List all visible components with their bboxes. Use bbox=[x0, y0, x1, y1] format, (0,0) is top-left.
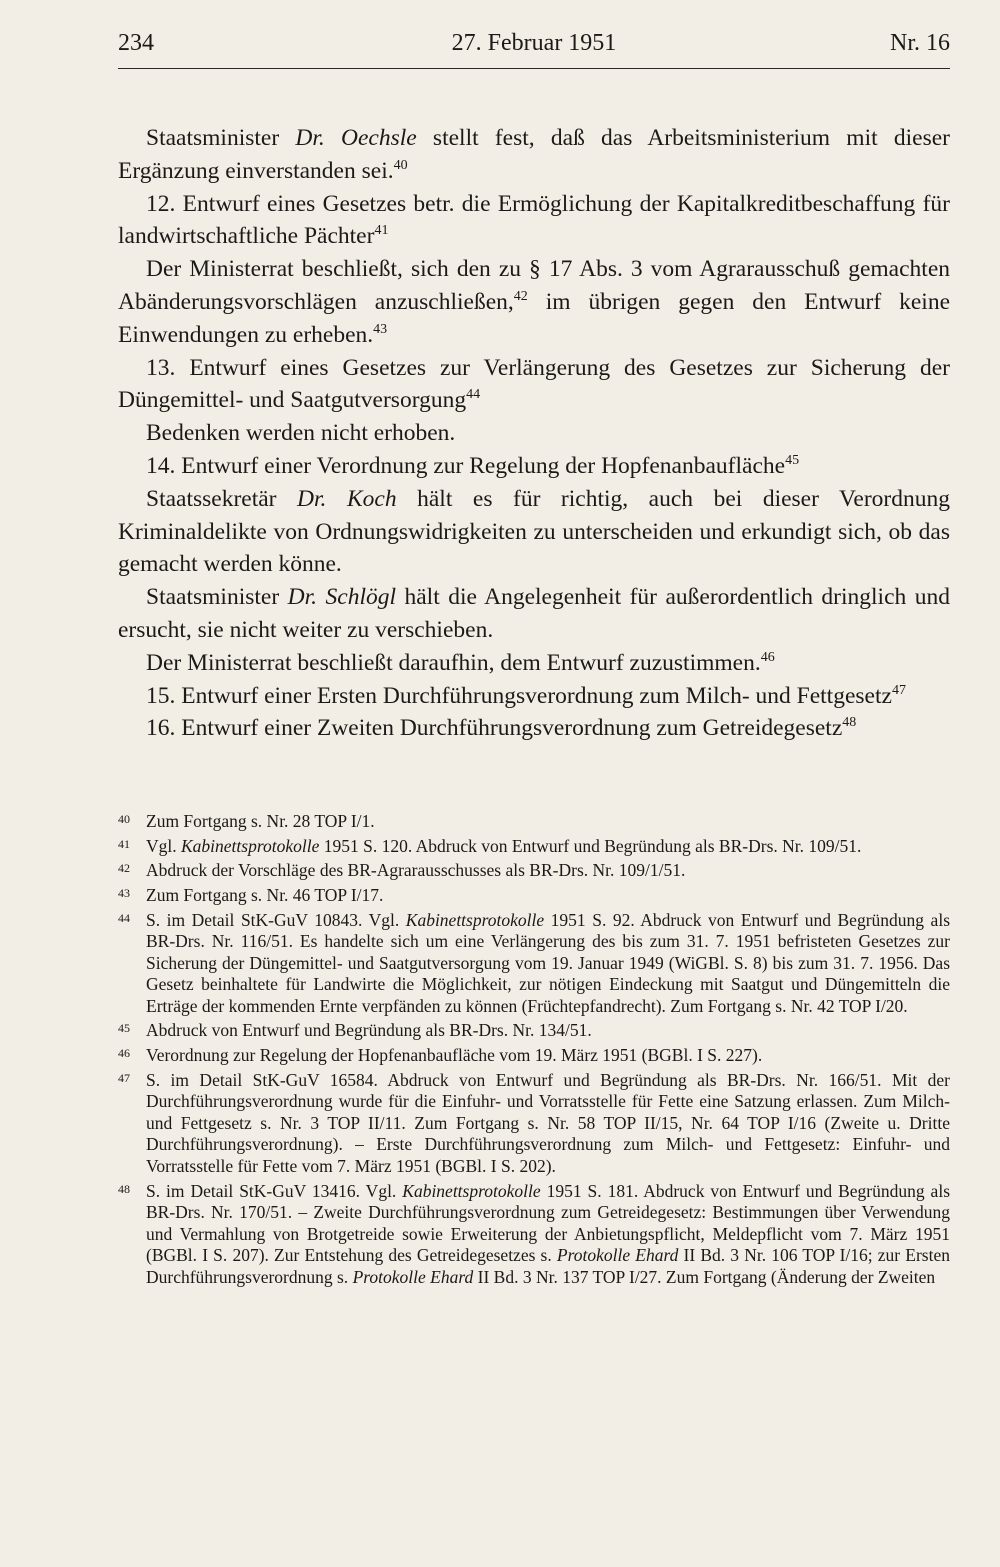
header-date: 27. Februar 1951 bbox=[451, 30, 617, 56]
footnote-text bbox=[146, 836, 950, 858]
footnote-number: 45 bbox=[118, 1021, 130, 1036]
footnote-text bbox=[146, 860, 950, 882]
footnote-42 bbox=[118, 860, 950, 882]
footnote-ref[interactable]: 41 bbox=[374, 223, 389, 239]
text-span: hält es für richtig, auch bei dieser Verordnung Kriminaldelikte von Ordnungswidrigkeiten zu unterscheiden und erkundigt sich, ob das gemacht werden könne. bbox=[118, 485, 950, 578]
text-span: S. im Detail StK-GuV 16584. Abdruck von Entwurf und Begründung als BR-Drs. Nr. 166/51. Mit der Durchführungsverordnung wurde für die Einfuhr- und Vorratsstelle für Fette eine Satzung erlassen. Zum Milch- und Fettgesetz s. Nr. 3 TOP II/11. Zum Fortgang s. Nr. 58 TOP II/15, Nr. 64 TOP I/16 (Zweite u. Dritte Durchführungsverordnung). – Erste Durchführungsverordnung zum Milch- und Fettgesetz: Einfuhr- und Vorratsstelle für Fette vom 7. März 1951 (BGBl. I S. 202). bbox=[146, 1069, 950, 1177]
footnote-41 bbox=[118, 836, 950, 858]
speaker-name: Dr. Schlögl bbox=[287, 584, 396, 611]
paragraph-schloegl bbox=[118, 581, 950, 647]
source-title: Kabinettsprotokolle bbox=[181, 835, 320, 856]
header-rule bbox=[118, 68, 950, 69]
footnote-ref[interactable]: 46 bbox=[760, 649, 775, 665]
footnote-ref[interactable]: 40 bbox=[393, 157, 408, 173]
footnote-ref[interactable]: 43 bbox=[373, 321, 388, 337]
text-span: S. im Detail StK-GuV 10843. Vgl. bbox=[146, 909, 406, 930]
issue-number: Nr. 16 bbox=[890, 30, 950, 56]
text-span: 15. Entwurf einer Ersten Durchführungsverordnung zum Milch- und Fettgesetz bbox=[146, 682, 892, 709]
text-span: Staatsminister bbox=[146, 584, 288, 611]
footnote-text bbox=[146, 811, 950, 833]
footnote-number: 44 bbox=[118, 910, 130, 925]
footnote-text bbox=[146, 1181, 950, 1289]
text-span: 14. Entwurf einer Verordnung zur Regelung der Hopfenanbaufläche bbox=[146, 452, 786, 479]
text-span: hält die Angelegenheit für außerordentlich dringlich und ersucht, sie nicht weiter zu verschieben. bbox=[118, 584, 951, 643]
footnote-number: 40 bbox=[118, 812, 130, 827]
paragraph-bedenken bbox=[118, 417, 950, 450]
footnote-number: 43 bbox=[118, 885, 130, 900]
text-span: 1951 S. 120. Abdruck von Entwurf und Begründung als BR-Drs. Nr. 109/51. bbox=[319, 835, 862, 856]
footnotes bbox=[118, 811, 950, 1288]
text-span: Zum Fortgang s. Nr. 28 TOP I/1. bbox=[146, 811, 375, 832]
source-title: Protokolle Ehard bbox=[352, 1267, 474, 1288]
page-number: 234 bbox=[118, 30, 154, 56]
footnote-number: 41 bbox=[118, 836, 130, 851]
footnote-text bbox=[146, 1045, 950, 1067]
body-text bbox=[118, 122, 950, 745]
footnote-ref[interactable]: 48 bbox=[842, 715, 857, 731]
text-span: Staatssekretär bbox=[146, 485, 298, 512]
agenda-item-15 bbox=[118, 680, 950, 713]
text-span: 12. Entwurf eines Gesetzes betr. die Ermöglichung der Kapitalkreditbeschaffung für landwirtschaftliche Pächter bbox=[118, 190, 950, 250]
text-span: II Bd. 3 Nr. 137 TOP I/27. Zum Fortgang (Änderung der Zweiten bbox=[473, 1267, 936, 1288]
text-span: II Bd. 3 Nr. 106 TOP I/16; zur Ersten Durchführungsverordnung s. bbox=[146, 1245, 950, 1288]
footnote-text bbox=[146, 910, 950, 1018]
text-span: 16. Entwurf einer Zweiten Durchführungsverordnung zum Getreidegesetz bbox=[146, 715, 843, 742]
footnote-text bbox=[146, 1020, 950, 1042]
footnote-ref[interactable]: 45 bbox=[785, 452, 800, 468]
paragraph-ministerrat-14 bbox=[118, 647, 950, 680]
footnote-number: 48 bbox=[118, 1181, 130, 1196]
footnote-48 bbox=[118, 1181, 950, 1289]
text-span: S. im Detail StK-GuV 13416. Vgl. bbox=[146, 1180, 403, 1201]
footnote-number: 42 bbox=[118, 861, 130, 876]
source-title: Kabinettsprotokolle bbox=[405, 909, 545, 930]
agenda-item-16 bbox=[118, 712, 950, 745]
text-span: Abdruck von Entwurf und Begründung als BR-Drs. Nr. 134/51. bbox=[146, 1020, 592, 1041]
text-span: Verordnung zur Regelung der Hopfenanbaufläche vom 19. März 1951 (BGBl. I S. 227). bbox=[146, 1045, 763, 1066]
footnote-43 bbox=[118, 885, 950, 907]
text-span: Abdruck der Vorschläge des BR-Agrarausschusses als BR-Drs. Nr. 109/1/51. bbox=[146, 860, 686, 881]
text-span: Bedenken werden nicht erhoben. bbox=[146, 420, 456, 447]
text-span: Der Ministerrat beschließt daraufhin, dem Entwurf zuzustimmen. bbox=[146, 649, 761, 676]
footnote-number: 46 bbox=[118, 1046, 130, 1061]
text-span: 1951 S. 181. Abdruck von Entwurf und Begründung als BR-Drs. Nr. 170/51. – Zweite Durchführungsverordnung zum Getreidegesetz: Bestimmungen über Verwendung und Vermahlung von Brotgetreide sowie Erweiterung der Anbietungspflicht, Meldepflicht vom 7. März 1951 (BGBl. I S. 207). Zur Entstehung des Getreidegesetzes s. bbox=[146, 1180, 951, 1266]
text-span: Vgl. bbox=[146, 835, 181, 856]
text-span: 1951 S. 92. Abdruck von Entwurf und Begründung als BR-Drs. Nr. 116/51. Es handelte sich um eine Verlängerung des bis zum 31. 7. 1951 befristeten Gesetzes zur Sicherung der Düngemittel- und Saatgutversorgung vom 19. Januar 1949 (WiGBl. S. 8) bis zum 31. 7. 1956. Das Gesetz beinhaltete für Landwirte die Möglichkeit, zur nötigen Eindeckung mit Saatgut und Düngemitteln die Erträge der kommenden Ernte verpfänden zu können (Früchtepfandrecht). Zum Fortgang s. Nr. 42 TOP I/20. bbox=[146, 909, 951, 1016]
footnote-45 bbox=[118, 1020, 950, 1042]
source-title: Protokolle Ehard bbox=[556, 1245, 679, 1266]
text-span: stellt fest, daß das Arbeitsministerium mit dieser Ergänzung einverstanden sei. bbox=[118, 125, 950, 184]
speaker-name: Dr. Oechsle bbox=[295, 125, 417, 151]
text-span: Zum Fortgang s. Nr. 46 TOP I/17. bbox=[146, 884, 384, 905]
paragraph-koch bbox=[118, 483, 950, 581]
source-title: Kabinettsprotokolle bbox=[402, 1180, 541, 1201]
agenda-item-13 bbox=[118, 352, 950, 418]
footnote-text bbox=[146, 1070, 950, 1178]
footnote-44 bbox=[118, 910, 950, 1018]
paragraph-oechsle bbox=[118, 122, 950, 188]
footnote-47 bbox=[118, 1070, 950, 1178]
document-page bbox=[118, 30, 950, 1292]
footnote-40 bbox=[118, 811, 950, 833]
text-span: im übrigen gegen den Entwurf keine Einwendungen zu erheben. bbox=[118, 288, 951, 348]
text-span: Staatsminister bbox=[146, 125, 296, 151]
footnote-text bbox=[146, 885, 950, 907]
speaker-name: Dr. Koch bbox=[297, 485, 397, 512]
footnote-ref[interactable]: 42 bbox=[513, 288, 528, 304]
footnote-ref[interactable]: 47 bbox=[891, 682, 906, 698]
text-span: Der Ministerrat beschließt, sich den zu § 17 Abs. 3 vom Agrarausschuß gemachten Abänderungsvorschlägen anzuschließen, bbox=[118, 256, 950, 315]
paragraph-ministerrat-12 bbox=[118, 253, 950, 351]
footnote-ref[interactable]: 44 bbox=[466, 387, 481, 403]
agenda-item-12 bbox=[118, 188, 950, 254]
text-span: 13. Entwurf eines Gesetzes zur Verlängerung des Gesetzes zur Sicherung der Düngemittel- und Saatgutversorgung bbox=[118, 354, 950, 414]
page-header bbox=[118, 30, 950, 70]
agenda-item-14 bbox=[118, 450, 950, 483]
footnote-46 bbox=[118, 1045, 950, 1067]
footnote-number: 47 bbox=[118, 1070, 130, 1085]
